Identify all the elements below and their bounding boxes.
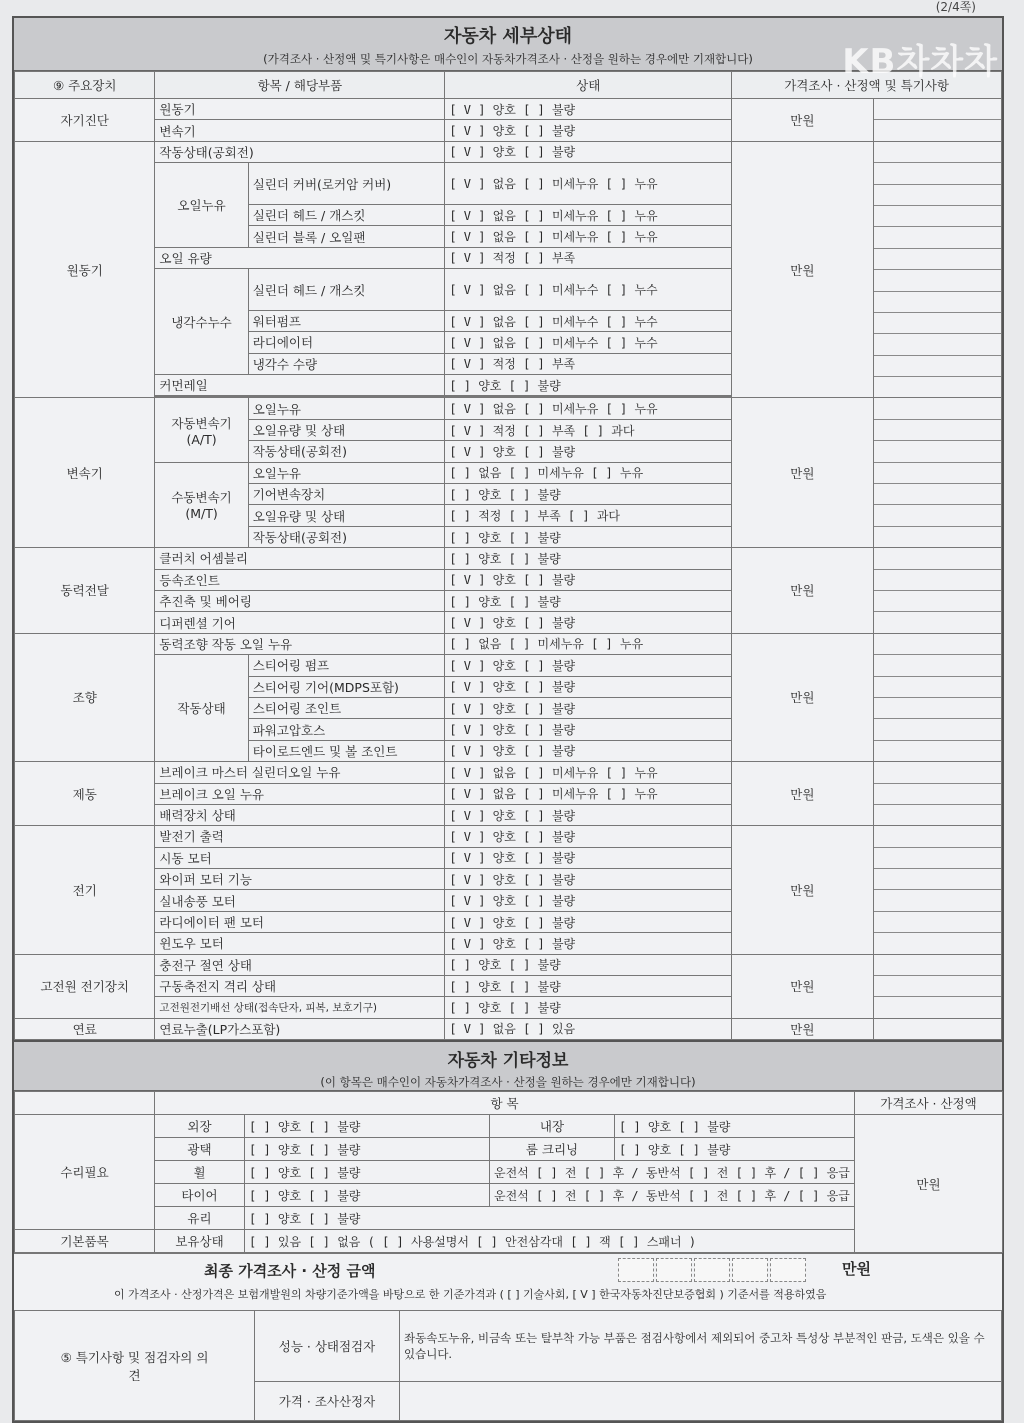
status-cell[interactable]: [ ] 양호 [ ] 불량	[445, 484, 732, 505]
item-label: 오일누유	[248, 398, 445, 419]
status-cell[interactable]: [ V ] 적정 [ ] 부족 [ ] 과다	[445, 419, 732, 440]
status-cell[interactable]: [ ] 양호 [ ] 불량	[615, 1115, 855, 1138]
category-label: 전기	[15, 826, 155, 954]
other-info-table	[14, 1091, 1003, 1253]
status-cell[interactable]: [ V ] 양호 [ ] 불량	[445, 826, 732, 847]
note-lines[interactable]	[873, 762, 1001, 826]
item-label: 내장	[490, 1115, 615, 1138]
status-cell[interactable]: [ ] 없음 [ ] 미세누유 [ ] 누유	[445, 462, 732, 483]
item-label: 오일누유	[248, 462, 445, 483]
table-row	[15, 1161, 1003, 1184]
table-row	[15, 1092, 1003, 1115]
item-label: 구동축전지 격리 상태	[155, 976, 445, 997]
other-info-header	[14, 1040, 1002, 1091]
final-price-title: 최종 가격조사 · 산정 금액	[204, 1262, 376, 1281]
digit-box[interactable]	[694, 1258, 730, 1282]
note-lines[interactable]	[873, 99, 1001, 142]
blank-cell	[15, 1092, 155, 1115]
item-label: 스티어링 기어(MDPS포함)	[248, 676, 445, 697]
item-label: 윈도우 모터	[155, 933, 445, 954]
category-label: 고전원 전기장치	[15, 954, 155, 1018]
category-label: 원동기	[15, 141, 155, 398]
item-label: 추진축 및 베어링	[155, 590, 445, 611]
status-cell[interactable]: [ ] 양호 [ ] 불량	[445, 954, 732, 975]
item-label: 실내송풍 모터	[155, 890, 445, 911]
final-price-section	[14, 1253, 1002, 1310]
item-label: 실린더 헤드 / 개스킷	[248, 269, 445, 311]
header-item: 항목 / 해당부품	[155, 72, 445, 99]
status-cell[interactable]: [ ] 양호 [ ] 불량	[615, 1138, 855, 1161]
group-label: 냉각수누수	[155, 269, 248, 375]
status-cell[interactable]: [ V ] 양호 [ ] 불량	[445, 441, 732, 462]
status-cell[interactable]: [ V ] 양호 [ ] 불량	[445, 719, 732, 740]
item-label: 충전구 절연 상태	[155, 954, 445, 975]
page-number: (2/4쪽)	[935, 0, 976, 14]
header-main-device: ⑨ 주요장치	[15, 72, 155, 99]
price-unit: 만원	[855, 1115, 1003, 1253]
header-price: 가격조사 · 산정액 및 특기사항	[732, 72, 1002, 99]
item-label: 변속기	[155, 120, 445, 141]
status-cell[interactable]: [ V ] 양호 [ ] 불량	[445, 655, 732, 676]
other-info-subtitle: (이 항목은 매수인이 자동차가격조사 · 산정을 원하는 경우에만 기재합니다)	[320, 1075, 696, 1090]
item-label: 작동상태(공회전)	[248, 526, 445, 547]
item-label: 브레이크 마스터 실린더오일 누유	[155, 762, 445, 783]
category-label: 제동	[15, 762, 155, 826]
status-cell[interactable]: [ V ] 없음 [ ] 미세누유 [ ] 누유	[445, 226, 732, 247]
table-row	[15, 1138, 1003, 1161]
note-lines[interactable]	[873, 826, 1001, 954]
price-unit: 만원	[732, 398, 873, 548]
note-lines[interactable]	[873, 633, 1001, 761]
status-cell[interactable]: [ V ] 없음 [ ] 미세누유 [ ] 누유	[445, 762, 732, 783]
table-row	[15, 762, 1002, 783]
table-row	[15, 1207, 1003, 1230]
table-row	[15, 1311, 1002, 1382]
note-lines[interactable]	[873, 398, 1001, 548]
status-cell[interactable]: [ V ] 없음 [ ] 미세누수 [ ] 누수	[445, 310, 732, 331]
item-label: 동력조향 작동 오일 누유	[155, 633, 445, 654]
status-cell[interactable]: [ ] 양호 [ ] 불량	[245, 1184, 490, 1207]
status-cell[interactable]: 운전석 [ ] 전 [ ] 후 / 동반석 [ ] 전 [ ] 후 / [ ] 응급	[490, 1184, 855, 1207]
status-cell[interactable]: [ ] 없음 [ ] 미세누유 [ ] 누유	[445, 633, 732, 654]
category-label: 조향	[15, 633, 155, 761]
status-cell[interactable]: [ V ] 양호 [ ] 불량	[445, 697, 732, 718]
item-label: 작동상태(공회전)	[155, 141, 445, 162]
digit-box[interactable]	[656, 1258, 692, 1282]
status-cell[interactable]: [ V ] 양호 [ ] 불량	[445, 141, 732, 162]
item-label: 냉각수 수량	[248, 353, 445, 374]
item-label: 스티어링 조인트	[248, 697, 445, 718]
status-cell[interactable]: [ V ] 없음 [ ] 미세누유 [ ] 누유	[445, 163, 732, 205]
table-row	[15, 1230, 1003, 1253]
item-label: 오일 유량	[155, 247, 445, 268]
status-cell[interactable]: [ V ] 양호 [ ] 불량	[445, 569, 732, 590]
item-label: 시동 모터	[155, 847, 445, 868]
group-label: 오일누유	[155, 163, 248, 248]
status-cell[interactable]: [ V ] 양호 [ ] 불량	[445, 869, 732, 890]
price-unit: 만원	[732, 1018, 873, 1039]
final-price-note: 이 가격조사 · 산정가격은 보험개발원의 차량기준가액을 바탕으로 한 기준가격과 ( [ ] 기술사회, [ V ] 한국자동차진단보증협회 ) 기준서를 적용하였음	[114, 1288, 827, 1302]
price-unit: 만원	[732, 954, 873, 1018]
inspection-sheet	[12, 16, 1004, 1423]
price-unit: 만원	[732, 99, 873, 142]
status-cell[interactable]: [ V ] 양호 [ ] 불량	[445, 120, 732, 141]
digit-box[interactable]	[770, 1258, 806, 1282]
status-cell[interactable]: [ V ] 양호 [ ] 불량	[445, 740, 732, 761]
status-cell[interactable]: [ V ] 양호 [ ] 불량	[445, 933, 732, 954]
price-header: 가격조사 · 산정액	[855, 1092, 1003, 1115]
note-lines[interactable]	[873, 1018, 1001, 1039]
item-label: 클러치 어셈블리	[155, 548, 445, 569]
category-label: 동력전달	[15, 548, 155, 634]
status-cell[interactable]: 운전석 [ ] 전 [ ] 후 / 동반석 [ ] 전 [ ] 후 / [ ] 응급	[490, 1161, 855, 1184]
table-row	[15, 633, 1002, 654]
item-label: 휠	[155, 1161, 245, 1184]
inspector-opinion[interactable]: 좌동속도누유, 비금속 또는 탈부착 가능 부품은 점검사항에서 제외되어 중고차 특성상 부분적인 판금, 도색은 있을 수 있습니다.	[400, 1311, 1002, 1382]
status-cell[interactable]: [ V ] 없음 [ ] 있음	[445, 1018, 732, 1039]
item-label: 실린더 헤드 / 개스킷	[248, 204, 445, 225]
item-label: 타이로드엔드 및 볼 조인트	[248, 740, 445, 761]
status-cell[interactable]: [ V ] 없음 [ ] 미세누유 [ ] 누유	[445, 204, 732, 225]
item-label: 보유상태	[155, 1230, 245, 1253]
item-label: 광택	[155, 1138, 245, 1161]
note-lines[interactable]	[873, 141, 1001, 398]
status-cell[interactable]: [ ] 있음 [ ] 없음 ( [ ] 사용설명서 [ ] 안전삼각대 [ ] 잭 [ ] 스패너 )	[245, 1230, 855, 1253]
table-row	[15, 954, 1002, 975]
status-cell[interactable]: [ ] 양호 [ ] 불량	[445, 375, 732, 396]
item-label: 오일유량 및 상태	[248, 419, 445, 440]
status-cell[interactable]: [ ] 양호 [ ] 불량	[445, 997, 732, 1018]
status-cell[interactable]: [ V ] 적정 [ ] 부족	[445, 353, 732, 374]
item-label: 룸 크리닝	[490, 1138, 615, 1161]
status-cell[interactable]: [ V ] 양호 [ ] 불량	[445, 911, 732, 932]
status-cell[interactable]: [ V ] 양호 [ ] 불량	[445, 804, 732, 825]
status-cell[interactable]: [ ] 양호 [ ] 불량	[445, 548, 732, 569]
price-unit: 만원	[732, 633, 873, 761]
item-label: 파워고압호스	[248, 719, 445, 740]
status-cell[interactable]: [ V ] 양호 [ ] 불량	[445, 847, 732, 868]
status-cell[interactable]: [ V ] 양호 [ ] 불량	[445, 676, 732, 697]
table-row	[15, 1115, 1003, 1138]
item-header: 항 목	[155, 1092, 855, 1115]
table-row	[15, 398, 1002, 419]
header-status: 상태	[445, 72, 732, 99]
item-label: 작동상태(공회전)	[248, 441, 445, 462]
other-info-title: 자동차 기타정보	[447, 1051, 569, 1072]
price-unit: 만원	[732, 826, 873, 954]
opinion-label: ⑤ 특기사항 및 점검자의 의견	[15, 1311, 255, 1421]
item-label: 워터펌프	[248, 310, 445, 331]
status-cell[interactable]: [ ] 양호 [ ] 불량	[245, 1207, 855, 1230]
status-cell[interactable]: [ ] 양호 [ ] 불량	[245, 1115, 490, 1138]
item-label: 등속조인트	[155, 569, 445, 590]
item-label: 실린더 블록 / 오일팬	[248, 226, 445, 247]
item-label: 브레이크 오일 누유	[155, 783, 445, 804]
status-cell[interactable]: [ ] 양호 [ ] 불량	[445, 590, 732, 611]
note-lines[interactable]	[873, 548, 1001, 634]
opinion-table	[14, 1310, 1002, 1421]
appraiser-opinion[interactable]	[400, 1382, 1002, 1421]
final-price-input[interactable]	[618, 1258, 808, 1282]
status-cell[interactable]: [ V ] 적정 [ ] 부족	[445, 247, 732, 268]
section-subtitle: (가격조사 · 산정액 및 특기사항은 매수인이 자동차가격조사 · 산정을 원하는 경우에만 기재합니다)	[263, 52, 753, 66]
final-price-unit: 만원	[842, 1260, 871, 1279]
digit-box[interactable]	[618, 1258, 654, 1282]
status-cell[interactable]: [ V ] 없음 [ ] 미세누유 [ ] 누유	[445, 783, 732, 804]
item-label: 배력장치 상태	[155, 804, 445, 825]
item-label: 외장	[155, 1115, 245, 1138]
basic-label: 기본품목	[15, 1230, 155, 1253]
note-lines[interactable]	[873, 954, 1001, 1018]
digit-box[interactable]	[732, 1258, 768, 1282]
item-label: 와이퍼 모터 기능	[155, 869, 445, 890]
appraiser-label: 가격 · 조사산정자	[255, 1382, 400, 1421]
item-label: 디퍼렌셜 기어	[155, 612, 445, 633]
item-label: 발전기 출력	[155, 826, 445, 847]
category-label: 변속기	[15, 398, 155, 548]
status-cell[interactable]: [ V ] 없음 [ ] 미세누수 [ ] 누수	[445, 269, 732, 311]
status-cell[interactable]: [ ] 양호 [ ] 불량	[445, 976, 732, 997]
category-label: 연료	[15, 1018, 155, 1039]
inspector-label: 성능 · 상태점검자	[255, 1311, 400, 1382]
category-label: 자기진단	[15, 99, 155, 142]
item-label: 유리	[155, 1207, 245, 1230]
section-title: 자동차 세부상태	[444, 26, 572, 47]
brand-watermark: KB차차차	[842, 42, 998, 82]
status-cell[interactable]: [ ] 양호 [ ] 불량	[245, 1138, 490, 1161]
item-label: 연료누출(LP가스포함)	[155, 1018, 445, 1039]
status-cell[interactable]: [ V ] 양호 [ ] 불량	[445, 890, 732, 911]
group-label: 작동상태	[155, 655, 248, 762]
group-label: 수동변속기 (M/T)	[155, 462, 248, 548]
price-unit: 만원	[732, 141, 873, 398]
table-row	[15, 548, 1002, 569]
price-unit: 만원	[732, 548, 873, 634]
status-cell[interactable]: [ V ] 없음 [ ] 미세누유 [ ] 누유	[445, 398, 732, 419]
item-label: 기어변속장치	[248, 484, 445, 505]
table-row	[15, 99, 1002, 120]
item-label: 원동기	[155, 99, 445, 120]
repair-label: 수리필요	[15, 1115, 155, 1230]
item-label: 고전원전기배선 상태(접속단자, 피복, 보호기구)	[155, 997, 445, 1018]
detail-status-table	[14, 71, 1002, 1040]
price-unit: 만원	[732, 762, 873, 826]
group-label: 자동변속기 (A/T)	[155, 398, 248, 462]
status-cell[interactable]: [ ] 양호 [ ] 불량	[445, 526, 732, 547]
item-label: 실린더 커버(로커암 커버)	[248, 163, 445, 205]
item-label: 라디에이터	[248, 332, 445, 353]
table-row	[15, 141, 1002, 162]
status-cell[interactable]: [ ] 양호 [ ] 불량	[245, 1161, 490, 1184]
table-row	[15, 826, 1002, 847]
status-cell[interactable]: [ ] 적정 [ ] 부족 [ ] 과다	[445, 505, 732, 526]
item-label: 커먼레일	[155, 375, 445, 396]
item-label: 라디에이터 팬 모터	[155, 911, 445, 932]
item-label: 스티어링 펌프	[248, 655, 445, 676]
status-cell[interactable]: [ V ] 양호 [ ] 불량	[445, 99, 732, 120]
table-row	[15, 1018, 1002, 1039]
item-label: 오일유량 및 상태	[248, 505, 445, 526]
table-row	[15, 1184, 1003, 1207]
status-cell[interactable]: [ V ] 없음 [ ] 미세누수 [ ] 누수	[445, 332, 732, 353]
item-label: 타이어	[155, 1184, 245, 1207]
status-cell[interactable]: [ V ] 양호 [ ] 불량	[445, 612, 732, 633]
